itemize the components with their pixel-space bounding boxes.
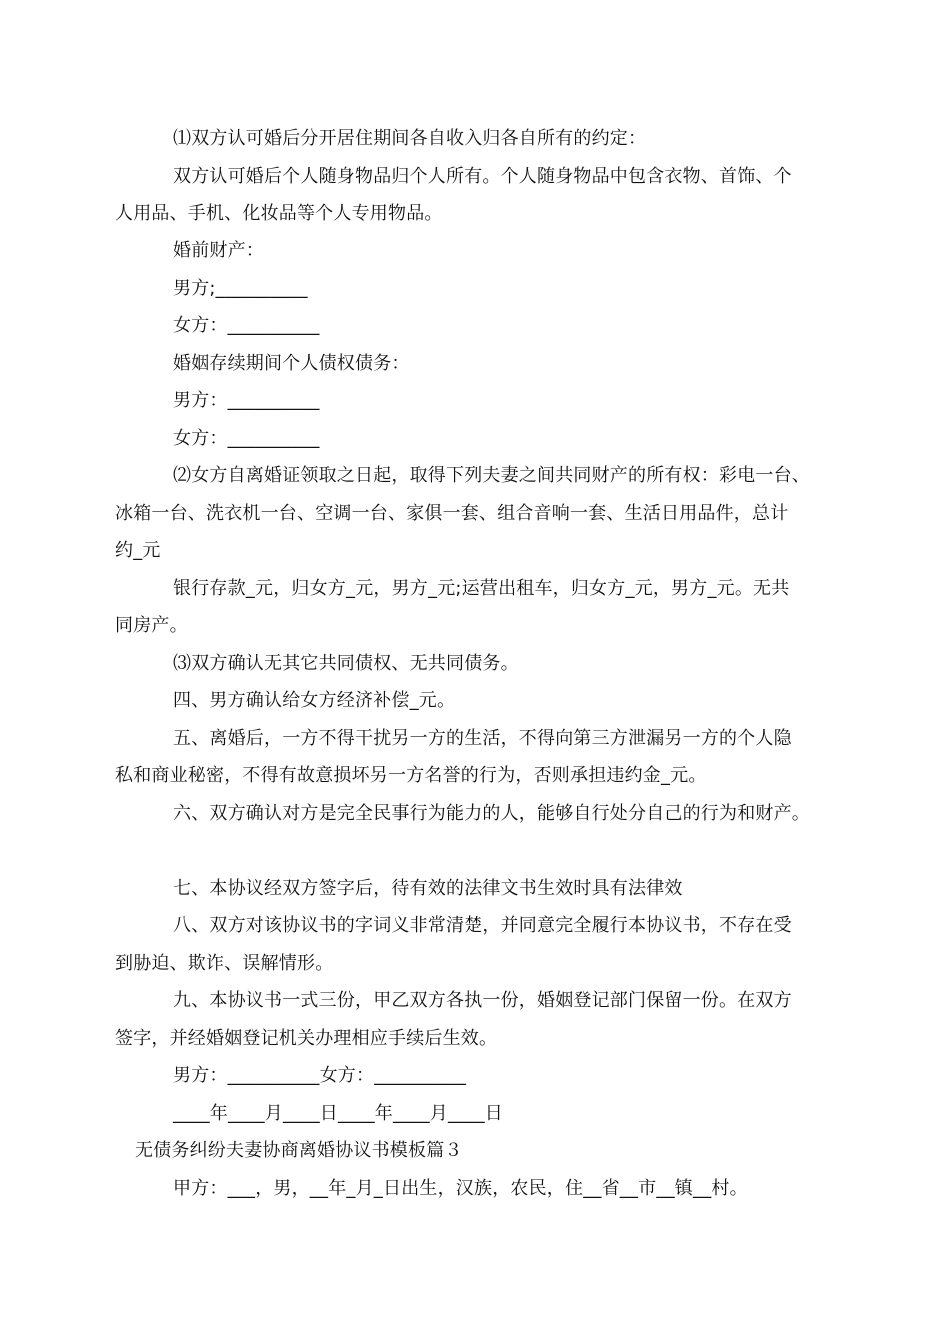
clause-nine-line-1: 九、本协议书一式三份，甲乙双方各执一份，婚姻登记部门保留一份。在双方 — [173, 990, 792, 1011]
premarital-female-field: 女方：__________ — [173, 315, 320, 336]
debts-male-field: 男方：__________ — [173, 390, 320, 411]
signature-fields: 男方：__________女方：__________ — [173, 1065, 467, 1086]
clause-six: 六、双方确认对方是完全民事行为能力的人，能够自行处分自己的行为和财产。 — [173, 803, 810, 824]
date-fields: ____年____月____日____年____月____日 — [173, 1103, 503, 1124]
clause-2-line-1: ⑵女方自离婚证领取之日起，取得下列夫妻之间共同财产的所有权：彩电一台、 — [173, 465, 810, 486]
premarital-property-heading: 婚前财产： — [173, 240, 264, 261]
clause-seven: 七、本协议经双方签字后，待有效的法律文书生效时具有法律效 — [173, 878, 683, 899]
section-heading: 无债务纠纷夫妻协商离婚协议书模板篇３ — [135, 1140, 463, 1161]
clause-four: 四、男方确认给女方经济补偿_元。 — [173, 690, 456, 711]
personal-debts-heading: 婚姻存续期间个人债权债务： — [173, 353, 410, 374]
clause-five-line-2: 私和商业秘密，不得有故意损坏另一方名誉的行为，否则承担违约金_元。 — [115, 765, 707, 786]
personal-items-line-1: 双方认可婚后个人随身物品归个人所有。个人随身物品中包含衣物、首饰、个 — [173, 166, 792, 187]
clause-2-line-2: 冰箱一台、洗衣机一台、空调一台、家俱一套、组合音响一套、生活日用品件，总计 — [115, 503, 789, 524]
clause-3: ⑶双方确认无其它共同债权、无共同债务。 — [173, 653, 519, 674]
premarital-male-field: 男方;__________ — [173, 278, 308, 299]
clause-nine-line-2: 签字，并经婚姻登记机关办理相应手续后生效。 — [115, 1028, 498, 1049]
debts-female-field: 女方：__________ — [173, 428, 320, 449]
clause-eight-line-2: 到胁迫、欺诈、误解情形。 — [115, 953, 334, 974]
clause-eight-line-1: 八、双方对该协议书的字词义非常清楚，并同意完全履行本协议书，不存在受 — [173, 915, 792, 936]
party-a-info: 甲方：___，男，__年_月_日出生，汉族，农民，住__省__市__镇__村。 — [173, 1178, 748, 1199]
bank-deposit-line-2: 同房产。 — [115, 615, 188, 636]
personal-items-line-2: 人用品、手机、化妆品等个人专用物品。 — [115, 203, 443, 224]
clause-five-line-1: 五、离婚后，一方不得干扰另一方的生活，不得向第三方泄漏另一方的个人隐 — [173, 728, 792, 749]
clause-2-line-3: 约_元 — [115, 540, 161, 561]
bank-deposit-line-1: 银行存款_元，归女方_元，男方_元;运营出租车，归女方_元，男方_元。无共 — [173, 578, 790, 599]
clause-1-separate-income: ⑴双方认可婚后分开居住期间各自收入归各自所有的约定： — [173, 128, 647, 149]
